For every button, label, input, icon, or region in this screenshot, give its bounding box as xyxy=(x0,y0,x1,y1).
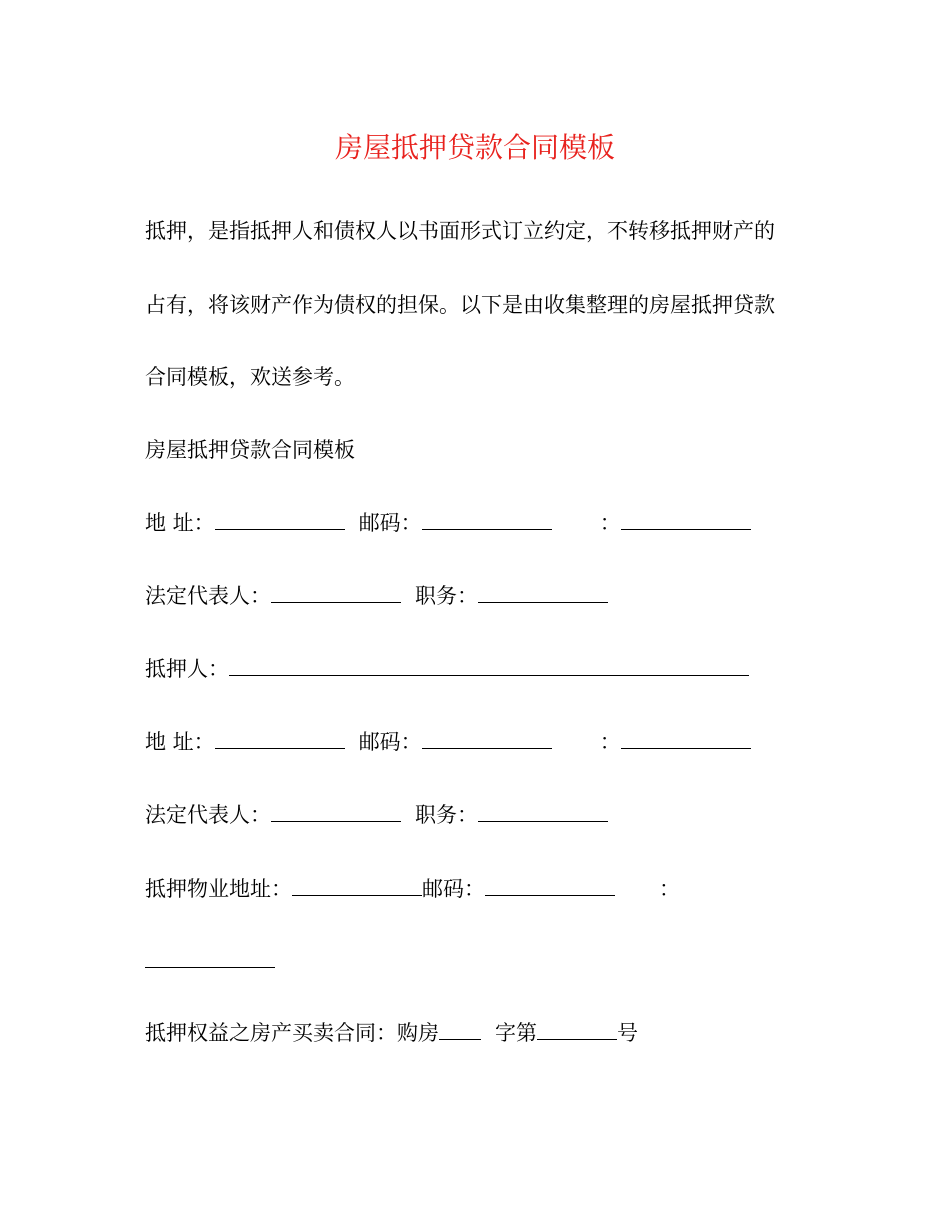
postcode-blank xyxy=(422,509,552,530)
party1-legal-rep-row xyxy=(145,581,608,611)
position-blank xyxy=(478,582,608,603)
legal-rep-blank xyxy=(271,582,401,603)
phone-blank xyxy=(621,728,751,749)
contract-prefix: 抵押权益之房产买卖合同：购房 xyxy=(145,1021,439,1045)
address-blank xyxy=(215,509,345,530)
document-title: 房屋抵押贷款合同模板 xyxy=(334,131,615,164)
legal-rep-label: 法定代表人： xyxy=(145,803,271,827)
postcode-blank xyxy=(422,728,552,749)
party2-legal-rep-row xyxy=(145,800,608,830)
position-label: 职务： xyxy=(415,803,478,827)
property-address-row xyxy=(145,874,680,904)
intro-line-3: 合同模板，欢送参考。 xyxy=(145,365,355,389)
intro-line-2: 占有，将该财产作为债权的担保。以下是由收集整理的房屋抵押贷款 xyxy=(145,293,775,317)
contract-row xyxy=(145,1018,638,1048)
mortgagor-label: 抵押人： xyxy=(145,657,229,681)
party2-address-row xyxy=(145,727,751,757)
property-address-blank xyxy=(292,875,422,896)
postcode-label: 邮码： xyxy=(358,730,422,754)
party1-address-row xyxy=(145,508,751,538)
postcode-blank xyxy=(485,875,615,896)
address-label: 地 址： xyxy=(145,730,215,754)
contract-mid: 字第 xyxy=(495,1021,537,1045)
legal-rep-blank xyxy=(271,801,401,822)
property-address-label: 抵押物业地址： xyxy=(145,877,292,901)
phone-continuation-row xyxy=(145,946,275,976)
address-label: 地 址： xyxy=(145,511,215,535)
phone-blank xyxy=(145,947,275,968)
legal-rep-label: 法定代表人： xyxy=(145,584,271,608)
intro-line-1: 抵押，是指抵押人和债权人以书面形式订立约定，不转移抵押财产的 xyxy=(145,219,775,243)
section-subtitle: 房屋抵押贷款合同模板 xyxy=(145,438,355,462)
contract-suffix: 号 xyxy=(617,1021,638,1045)
position-label: 职务： xyxy=(415,584,478,608)
phone-blank xyxy=(621,509,751,530)
mortgagor-row xyxy=(145,654,749,684)
mortgagor-blank xyxy=(229,655,749,676)
postcode-label: 邮码： xyxy=(422,877,485,901)
phone-label: ： xyxy=(599,511,621,535)
postcode-label: 邮码： xyxy=(358,511,422,535)
address-blank xyxy=(215,728,345,749)
phone-label: ： xyxy=(599,730,621,754)
contract-number-blank xyxy=(439,1019,481,1040)
position-blank xyxy=(478,801,608,822)
contract-serial-blank xyxy=(537,1019,617,1040)
phone-label: ： xyxy=(659,877,680,901)
